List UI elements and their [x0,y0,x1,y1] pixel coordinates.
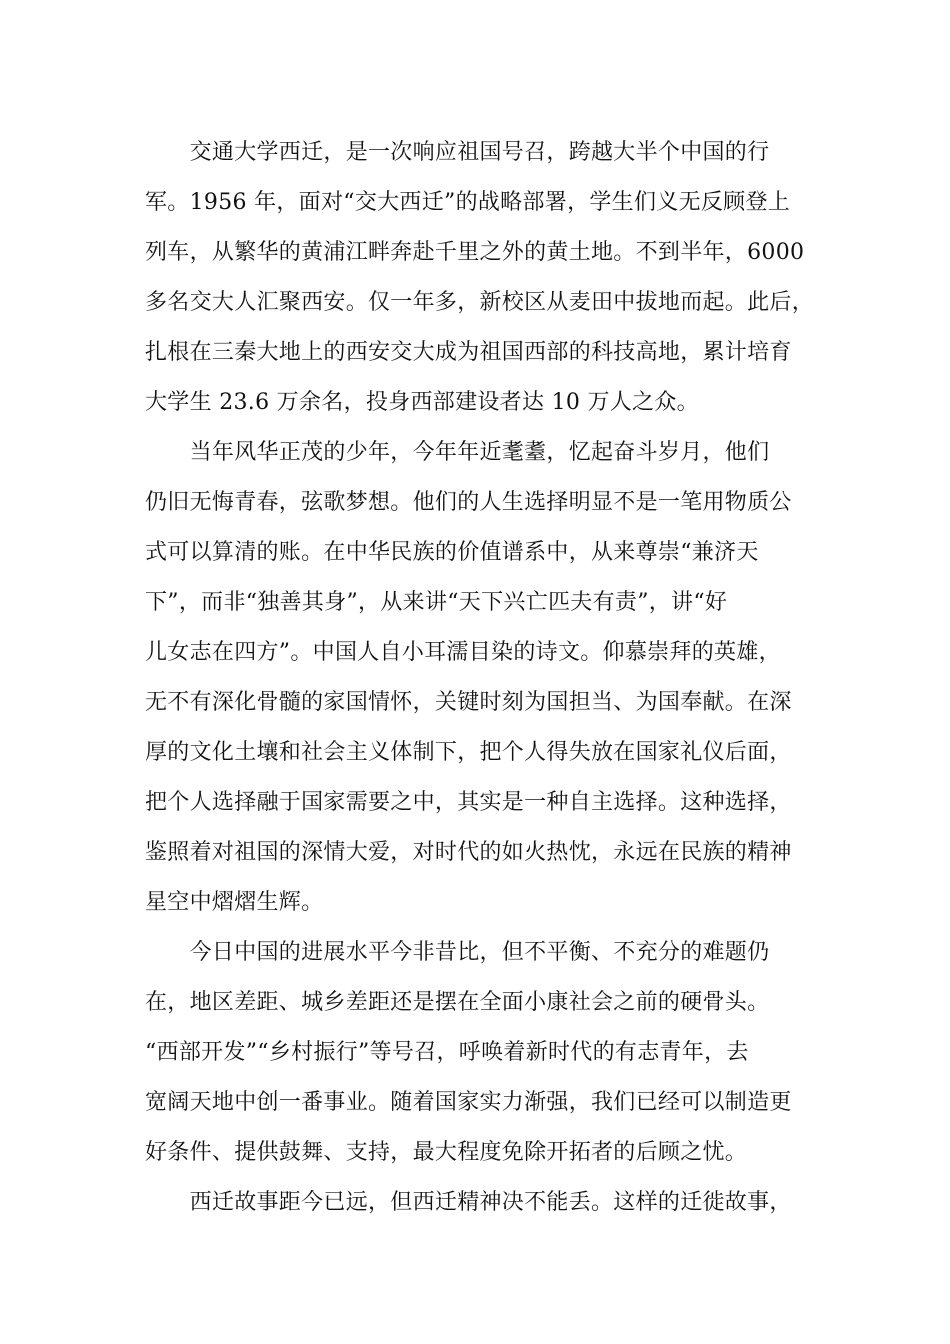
text-line: 扎根在三秦大地上的西安交大成为祖国西部的科技高地，累计培育 [145,340,792,365]
text-line: 儿女志在四方”。中国人自小耳濡目染的诗文。仰慕崇拜的英雄， [145,640,781,665]
text-line: 厚的文化土壤和社会主义体制下，把个人得失放在国家礼仪后面， [145,740,792,765]
text-line: 西迁故事距今已远，但西迁精神决不能丢。这样的迁徙故事， [145,1190,792,1215]
text-line: 列车，从繁华的黄浦江畔奔赴千里之外的黄土地。不到半年，6000 [145,240,805,265]
text-line: 今日中国的进展水平今非昔比，但不平衡、不充分的难题仍 [145,940,770,965]
paragraph-3 [145,928,825,1178]
text-line: 式可以算清的账。在中华民族的价值谱系中，从来尊崇“兼济天 [145,540,759,565]
text-line: 交通大学西迁，是一次响应祖国号召，跨越大半个中国的行 [145,140,770,165]
text-line: 仍旧无悔青春，弦歌梦想。他们的人生选择明显不是一笔用物质公 [145,490,792,515]
paragraph-4 [145,1178,825,1228]
paragraph-2 [145,428,825,928]
text-line: “西部开发”“乡村振行”等号召，呼唤着新时代的有志青年，去 [145,1040,749,1065]
text-line: 军。1956 年，面对“交大西迁”的战略部署，学生们义无反顾登上 [145,190,791,215]
text-line: 好条件、提供鼓舞、支持，最大程度免除开拓者的后顾之忧。 [145,1140,748,1165]
text-line: 星空中熠熠生辉。 [145,890,324,915]
text-line: 宽阔天地中创一番事业。随着国家实力渐强，我们已经可以制造更 [145,1090,792,1115]
text-line: 当年风华正茂的少年，今年年近耄耋，忆起奋斗岁月，他们 [145,440,770,465]
text-line: 鉴照着对祖国的深情大爱，对时代的如火热忱，永远在民族的精神 [145,840,792,865]
text-line: 在，地区差距、城乡差距还是摆在全面小康社会之前的硬骨头。 [145,990,770,1015]
paragraph-1 [145,128,825,428]
document-body [145,128,825,1228]
text-line: 多名交大人汇聚西安。仅一年多，新校区从麦田中拔地而起。此后， [145,290,815,315]
text-line: 把个人选择融于国家需要之中，其实是一种自主选择。这种选择， [145,790,792,815]
text-line: 下”，而非“独善其身”，从来讲“天下兴亡匹夫有责”，讲“好 [145,590,728,615]
text-line: 大学生 23.6 万余名，投身西部建设者达 10 万人之众。 [145,390,699,415]
text-line: 无不有深化骨髓的家国情怀，关键时刻为国担当、为国奉献。在深 [145,690,792,715]
